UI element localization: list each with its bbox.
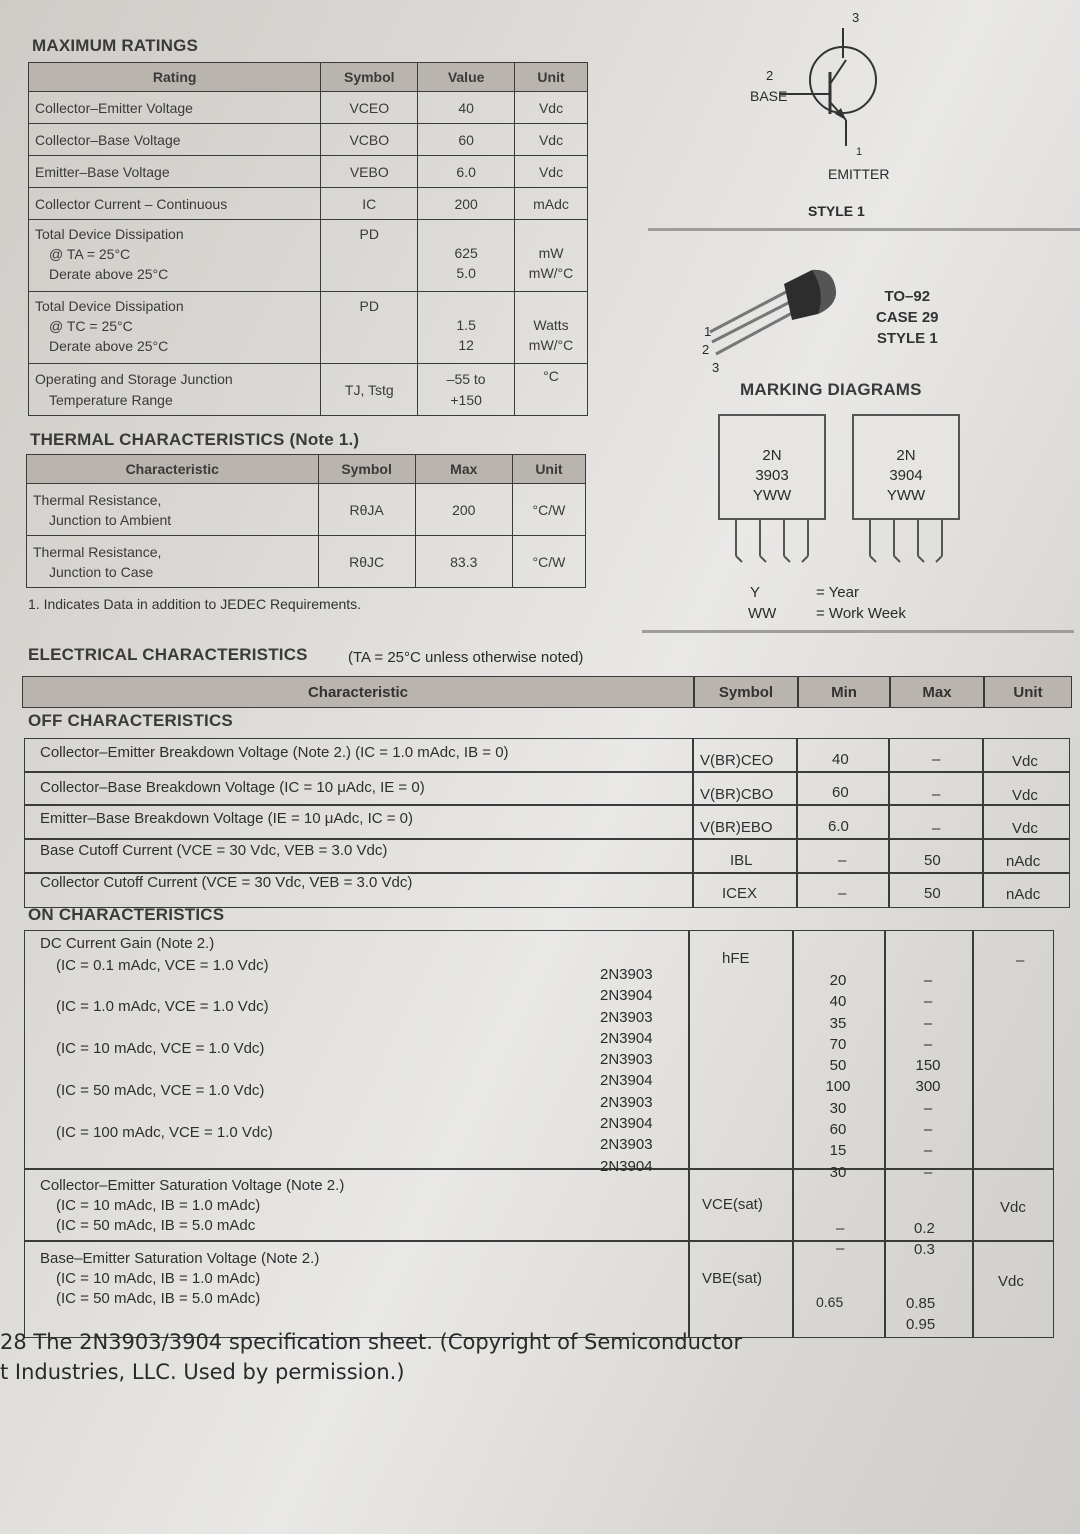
hfe-label: DC Current Gain (Note 2.) <box>40 935 215 952</box>
vce-sat-label: Collector–Emitter Saturation Voltage (Note 2.) <box>40 1177 345 1194</box>
off-char-cell: Emitter–Base Breakdown Voltage (IE = 10 μAdc, IC = 0) <box>40 810 414 827</box>
header-symbol: Symbol <box>694 676 798 708</box>
table-row <box>29 364 588 416</box>
part-number: 2N3903 <box>600 1093 653 1111</box>
thermal-title: THERMAL CHARACTERISTICS (Note 1.) <box>30 430 360 449</box>
legend-ww-desc: = Work Week <box>816 605 906 622</box>
header-unit: Unit <box>515 63 588 92</box>
figure-caption-line1: 28 The 2N3903/3904 specification sheet. (Copyright of Semiconductor <box>0 1330 743 1354</box>
max-value: – <box>923 972 933 989</box>
divider <box>648 228 1080 231</box>
hfe-condition: (IC = 50 mAdc, VCE = 1.0 Vdc) <box>56 1082 265 1099</box>
off-max-cell: 50 <box>924 852 941 869</box>
characteristic-cell: Junction to Ambient <box>49 511 172 528</box>
vbe-sat-label: Base–Emitter Saturation Voltage (Note 2.) <box>40 1250 320 1267</box>
max-value: – <box>923 1142 933 1160</box>
max-value: – <box>923 993 933 1011</box>
marking-title: MARKING DIAGRAMS <box>740 380 922 399</box>
to92-package-icon <box>700 262 850 372</box>
part-number: 2N3904 <box>600 1115 653 1133</box>
header-max: Max <box>415 455 512 484</box>
chip-line: 3904 <box>889 467 923 484</box>
off-min-cell: 40 <box>832 751 849 768</box>
vce-sat-min: – <box>836 1240 845 1257</box>
table-row <box>29 156 588 188</box>
unit-cell: °C <box>515 364 588 416</box>
min-value: 30 <box>829 1163 847 1181</box>
unit-cell: Vdc <box>515 92 588 124</box>
unit-cell: Vdc <box>515 156 588 188</box>
unit-cell: Watts <box>533 317 569 333</box>
table-row <box>29 292 588 364</box>
package-line: STYLE 1 <box>876 330 938 347</box>
chip-leads-icon <box>718 520 968 570</box>
off-unit-cell: nAdc <box>1006 886 1041 903</box>
header-unit: Unit <box>984 676 1072 708</box>
header-value: Value <box>418 63 515 92</box>
rating-cell: Total Device Dissipation <box>35 298 184 314</box>
hfe-min-list <box>808 970 868 1183</box>
unit-cell: °C/W <box>512 536 585 588</box>
table-row <box>29 188 588 220</box>
electrical-header <box>22 676 1072 708</box>
max-value: – <box>923 1121 933 1139</box>
min-value: 30 <box>829 1099 847 1117</box>
thermal-note: 1. Indicates Data in addition to JEDEC Requirements. <box>28 596 362 612</box>
electrical-condition: (TA = 25°C unless otherwise noted) <box>348 649 584 666</box>
max-value: 300 <box>915 1078 941 1096</box>
off-min-cell: 60 <box>832 784 849 801</box>
rating-derate: Derate above 25°C <box>49 266 169 282</box>
max-value: 150 <box>915 1057 941 1075</box>
rating-cell: Collector–Emitter Voltage <box>29 92 321 124</box>
base-pin-label: 2 <box>766 68 774 83</box>
legend-y-desc: = Year <box>816 584 859 601</box>
on-characteristics-title: ON CHARACTERISTICS <box>28 905 225 924</box>
col-divider <box>688 930 690 1338</box>
symbol-cell: VEBO <box>321 156 418 188</box>
vce-sat-max: 0.3 <box>914 1241 935 1258</box>
col-divider <box>888 738 890 908</box>
rating-cell: Temperature Range <box>49 391 173 408</box>
vce-sat-max: 0.2 <box>914 1220 935 1237</box>
marking-chip-3903 <box>718 414 826 520</box>
min-value: 60 <box>829 1121 847 1139</box>
vce-sat-unit: Vdc <box>1000 1199 1026 1216</box>
thermal-table <box>26 454 586 588</box>
off-max-cell: – <box>932 751 941 768</box>
chip-line: 3903 <box>755 467 789 484</box>
off-symbol-cell: V(BR)EBO <box>700 819 773 836</box>
col-divider <box>792 930 794 1338</box>
chip-line: YWW <box>886 487 926 504</box>
symbol-cell: PD <box>321 220 418 292</box>
value-cell: +150 <box>450 391 482 408</box>
table-row <box>29 220 588 292</box>
min-value: 50 <box>829 1057 847 1075</box>
row-divider <box>24 838 1070 840</box>
off-unit-cell: Vdc <box>1012 787 1038 804</box>
row-divider <box>24 804 1070 806</box>
rating-cell: Emitter–Base Voltage <box>29 156 321 188</box>
table-row <box>27 484 586 536</box>
max-ratings-title: MAXIMUM RATINGS <box>32 36 199 55</box>
off-symbol-cell: V(BR)CBO <box>700 786 774 803</box>
off-min-cell: – <box>838 885 847 902</box>
table-row <box>29 92 588 124</box>
divider <box>642 630 1074 633</box>
vbe-sat-max: 0.85 <box>906 1295 936 1312</box>
marking-chip-3904 <box>852 414 960 520</box>
emitter-label: EMITTER <box>828 166 890 182</box>
off-max-cell: – <box>932 786 941 803</box>
off-symbol-cell: ICEX <box>722 885 758 902</box>
header-rating: Rating <box>29 63 321 92</box>
chip-line: YWW <box>752 487 792 504</box>
rating-condition: @ TA = 25°C <box>49 246 131 262</box>
package-pin-1: 1 <box>704 324 712 339</box>
off-char-cell: Collector–Base Breakdown Voltage (IC = 10 μAdc, IE = 0) <box>40 779 425 796</box>
symbol-cell: VCEO <box>321 92 418 124</box>
rating-cell: Operating and Storage Junction <box>35 370 233 387</box>
col-divider <box>972 930 974 1338</box>
min-value: 15 <box>829 1142 847 1160</box>
max-cell: 83.3 <box>415 536 512 588</box>
hfe-part-list <box>600 964 653 1177</box>
vbe-sat-condition: (IC = 10 mAdc, IB = 1.0 mAdc) <box>56 1270 261 1287</box>
min-value: 35 <box>829 1014 847 1032</box>
vce-sat-condition: (IC = 50 mAdc, IB = 5.0 mAdc <box>56 1217 256 1234</box>
off-max-cell: 50 <box>924 885 941 902</box>
header-characteristic: Characteristic <box>22 676 694 708</box>
col-divider <box>884 930 886 1338</box>
off-min-cell: 6.0 <box>828 818 849 835</box>
unit-cell: mAdc <box>515 188 588 220</box>
value-cell: 6.0 <box>418 156 515 188</box>
characteristic-cell: Junction to Case <box>49 563 154 580</box>
vbe-sat-condition: (IC = 50 mAdc, IB = 5.0 mAdc) <box>56 1290 261 1307</box>
value-cell: 200 <box>418 188 515 220</box>
header-symbol: Symbol <box>318 455 415 484</box>
value-cell: 40 <box>418 92 515 124</box>
rating-cell: Collector–Base Voltage <box>29 124 321 156</box>
vce-sat-min: – <box>836 1220 845 1237</box>
part-number: 2N3904 <box>600 1029 653 1047</box>
emitter-pin-label: 1 <box>856 146 863 158</box>
min-value: 70 <box>829 1035 847 1053</box>
header-symbol: Symbol <box>321 63 418 92</box>
symbol-cell: TJ, Tstg <box>321 364 418 416</box>
collector-pin-label: 3 <box>852 10 860 25</box>
table-row <box>27 536 586 588</box>
package-line: CASE 29 <box>876 309 939 326</box>
vce-sat-condition: (IC = 10 mAdc, IB = 1.0 mAdc) <box>56 1197 261 1214</box>
value-cell: 1.5 <box>456 317 476 333</box>
schematic-style: STYLE 1 <box>808 203 865 219</box>
symbol-cell: VCBO <box>321 124 418 156</box>
off-char-cell: Collector Cutoff Current (VCE = 30 Vdc, VEB = 3.0 Vdc) <box>40 874 413 891</box>
min-value: 40 <box>829 993 847 1011</box>
off-symbol-cell: IBL <box>730 852 753 869</box>
package-info <box>876 286 939 349</box>
value-cell: 625 <box>454 245 478 261</box>
part-number: 2N3903 <box>600 1136 653 1154</box>
hfe-condition: (IC = 1.0 mAdc, VCE = 1.0 Vdc) <box>56 998 269 1015</box>
characteristic-cell: Thermal Resistance, <box>33 491 162 508</box>
package-line: TO–92 <box>884 288 931 305</box>
hfe-condition: (IC = 10 mAdc, VCE = 1.0 Vdc) <box>56 1040 265 1057</box>
chip-line: 2N <box>896 447 916 464</box>
unit-cell: Vdc <box>515 124 588 156</box>
hfe-condition: (IC = 0.1 mAdc, VCE = 1.0 Vdc) <box>56 957 269 974</box>
symbol-cell: PD <box>321 292 418 364</box>
row-divider <box>24 1240 1054 1242</box>
symbol-cell: IC <box>321 188 418 220</box>
off-unit-cell: Vdc <box>1012 820 1038 837</box>
legend-y: Y <box>750 584 761 601</box>
row-divider <box>24 771 1070 773</box>
part-number: 2N3903 <box>600 1051 653 1069</box>
off-unit-cell: Vdc <box>1012 753 1038 770</box>
value-cell: 5.0 <box>456 265 476 281</box>
vbe-sat-min: 0.65 <box>816 1294 844 1310</box>
unit-cell: mW <box>538 245 564 261</box>
part-number: 2N3903 <box>600 966 653 983</box>
rating-cell: Total Device Dissipation <box>35 226 184 242</box>
max-value: – <box>923 1035 933 1053</box>
part-number: 2N3904 <box>600 987 653 1005</box>
max-value: – <box>923 1014 933 1032</box>
value-cell: –55 to <box>446 370 486 387</box>
header-min: Min <box>798 676 890 708</box>
min-value: 100 <box>825 1078 851 1096</box>
vbe-sat-symbol: VBE(sat) <box>702 1270 763 1287</box>
value-cell: 60 <box>418 124 515 156</box>
col-divider <box>692 738 694 908</box>
rating-cell: Collector Current – Continuous <box>29 188 321 220</box>
table-row <box>29 124 588 156</box>
package-pin-3: 3 <box>712 360 720 375</box>
hfe-symbol: hFE <box>722 950 750 967</box>
transistor-symbol-icon <box>780 28 890 148</box>
off-min-cell: – <box>838 852 847 869</box>
package-pin-2: 2 <box>702 342 710 357</box>
max-ratings-table <box>28 62 588 416</box>
min-value: 20 <box>829 972 847 989</box>
part-number: 2N3903 <box>600 1008 653 1026</box>
hfe-condition: (IC = 100 mAdc, VCE = 1.0 Vdc) <box>56 1124 273 1141</box>
base-label: BASE <box>750 88 788 104</box>
off-characteristics-title: OFF CHARACTERISTICS <box>28 711 233 730</box>
header-max: Max <box>890 676 984 708</box>
legend-ww: WW <box>748 605 777 622</box>
max-cell: 200 <box>415 484 512 536</box>
off-max-cell: – <box>932 820 941 837</box>
col-divider <box>796 738 798 908</box>
vbe-sat-unit: Vdc <box>998 1273 1024 1290</box>
symbol-cell: RθJA <box>318 484 415 536</box>
hfe-unit: – <box>1016 952 1025 969</box>
characteristic-cell: Thermal Resistance, <box>33 543 162 560</box>
off-symbol-cell: V(BR)CEO <box>700 752 774 769</box>
unit-cell: mW/°C <box>528 337 574 353</box>
header-unit: Unit <box>512 455 585 484</box>
unit-cell: mW/°C <box>528 265 574 281</box>
off-char-cell: Base Cutoff Current (VCE = 30 Vdc, VEB = 3.0 Vdc) <box>40 842 388 859</box>
max-value: – <box>923 1099 933 1117</box>
rating-derate: Derate above 25°C <box>49 338 169 354</box>
part-number: 2N3904 <box>600 1157 653 1175</box>
figure-caption-line2: t Industries, LLC. Used by permission.) <box>0 1360 405 1384</box>
unit-cell: °C/W <box>512 484 585 536</box>
col-divider <box>982 738 984 908</box>
max-value: – <box>923 1163 933 1181</box>
electrical-title: ELECTRICAL CHARACTERISTICS <box>28 645 308 664</box>
vbe-sat-max: 0.95 <box>906 1316 936 1333</box>
vce-sat-symbol: VCE(sat) <box>702 1196 763 1213</box>
hfe-max-list <box>898 970 958 1183</box>
off-unit-cell: nAdc <box>1006 853 1041 870</box>
off-char-cell: Collector–Emitter Breakdown Voltage (Note 2.) (IC = 1.0 mAdc, IB = 0) <box>40 744 509 761</box>
part-number: 2N3904 <box>600 1072 653 1090</box>
chip-line: 2N <box>762 447 782 464</box>
symbol-cell: RθJC <box>318 536 415 588</box>
value-cell: 12 <box>458 337 474 353</box>
header-characteristic: Characteristic <box>27 455 319 484</box>
rating-condition: @ TC = 25°C <box>49 318 133 334</box>
